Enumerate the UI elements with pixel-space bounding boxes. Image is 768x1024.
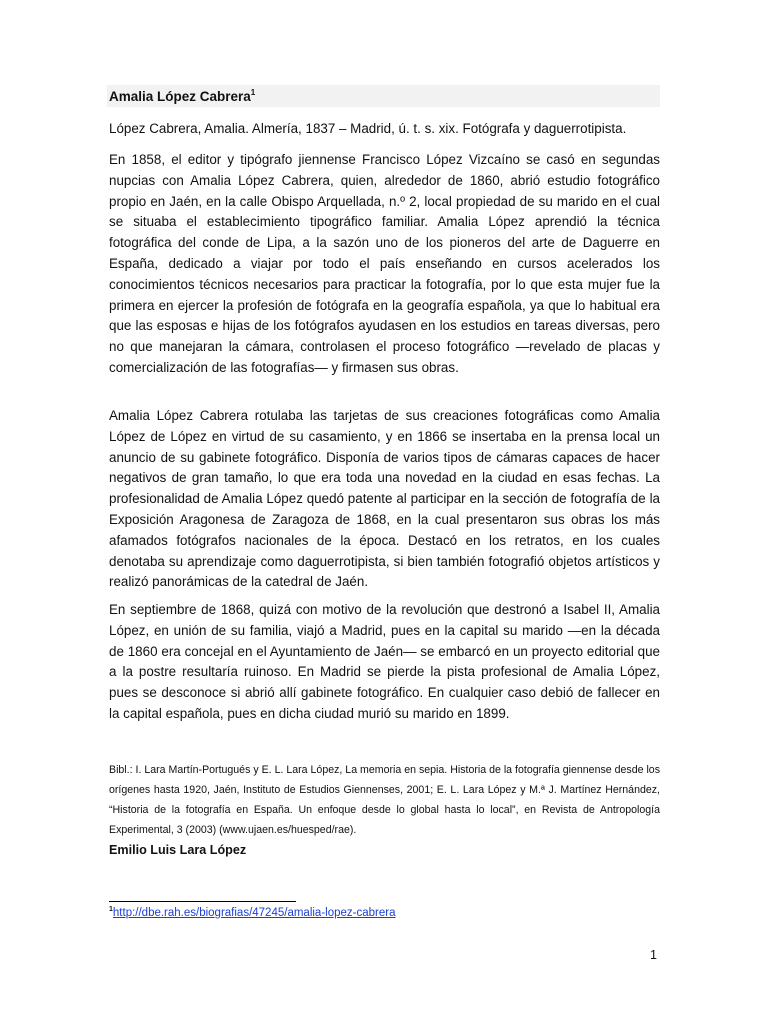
entry-title — [107, 85, 660, 107]
paragraph-1: En 1858, el editor y tipógrafo jiennense Francisco López Vizcaíno se casó en segundas nupcias con Amalia López Cabrera, quien, alrededor de 1860, abrió estudio fotográfico propio en Jaén, en la calle Obispo Arquellada, n.º 2, local propiedad de su marido en el cual se situaba el establecimiento tipográfico familiar. Amalia López aprendió la técnica fotográfica del conde de Lipa, a la sazón uno de los pioneros del arte de Daguerre en España, dedicado a viajar por todo el país enseñando en cursos acelerados los conocimientos técnicos necesarios para practicar la fotografía, por lo que esta mujer fue la primera en ejercer la profesión de fotógrafa en la geografía española, ya que lo habitual era que las esposas e hijas de los fotógrafos ayudasen en los estudios en tareas diversas, pero no que manejaran la cámara, controlasen el proceso fotográfico —revelado de placas y comercialización de las fotografías— y firmasen sus obras. — [109, 152, 660, 375]
title-footnote-mark[interactable]: 1 — [250, 88, 256, 97]
bibliography: Bibl.: I. Lara Martín-Portugués y E. L. Lara López, La memoria en sepia. Historia de la fotografía giennense desde los orígenes hasta 1920, Jaén, Instituto de Estudios Giennenses, 2001; E. L. Lara López y M.ª J. Martínez Hernández, “Historia de la fotografía en España. Un enfoque desde lo global hasta lo local”, en Revista de Antropología Experimental, 3 (2003) (www.ujaen.es/huesped/rae). — [109, 764, 660, 836]
footnote-divider — [109, 901, 296, 902]
entry-title-text: Amalia López Cabrera — [109, 89, 251, 104]
footnote-mark: 1 — [109, 906, 113, 913]
page-number: 1 — [650, 948, 657, 962]
paragraph-3: En septiembre de 1868, quizá con motivo de la revolución que destronó a Isabel II, Amalia López, en unión de su familia, viajó a Madrid, pues en la capital su marido —en la década de 1860 era concejal en el Ayuntamiento de Jaén— se embarcó en un proyecto editorial que a la postre resultaría ruinoso. En Madrid se pierde la pista profesional de Amalia López, pues se desconoce si abrió allí gabinete fotográfico. En cualquier caso debió de fallecer en la capital española, pues en dicha ciudad murió su marido en 1899. — [109, 602, 660, 721]
footnote-link[interactable]: http://dbe.rah.es/biografias/47245/amalia-lopez-cabrera — [112, 907, 396, 919]
author-name: Emilio Luis Lara López — [109, 843, 247, 857]
footnote — [109, 906, 395, 919]
intro-paragraph: López Cabrera, Amalia. Almería, 1837 – Madrid, ú. t. s. xix. Fotógrafa y daguerrotipista. — [109, 121, 627, 136]
paragraph-2: Amalia López Cabrera rotulaba las tarjetas de sus creaciones fotográficas como Amalia López de López en virtud de su casamiento, y en 1866 se insertaba en la prensa local un anuncio de su gabinete fotográfico. Disponía de varios tipos de cámaras capaces de hacer negativos de gran tamaño, lo que era toda una novedad en la ciudad en esas fechas. La profesionalidad de Amalia López quedó patente al participar en la sección de fotografía de la Exposición Aragonesa de Zaragoza de 1868, en la cual presentaron sus obras los más afamados fotógrafos nacionales de la época. Destacó en los retratos, en los cuales denotaba su aprendizaje como daguerrotipista, si bien también fotografió objetos artísticos y realizó panorámicas de la catedral de Jaén. — [109, 408, 660, 590]
